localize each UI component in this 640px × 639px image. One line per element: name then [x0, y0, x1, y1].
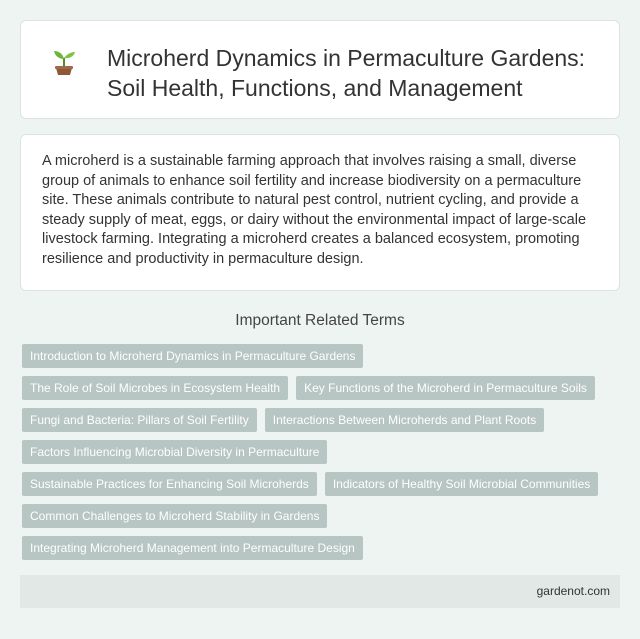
- related-terms-heading: Important Related Terms: [235, 312, 405, 329]
- footer-site-link[interactable]: gardenot.com: [536, 584, 610, 598]
- term-row: [22, 440, 620, 464]
- page-title: Microherd Dynamics in Permaculture Gardens: Soil Health, Functions, and Management: [107, 45, 586, 101]
- intro-card: [20, 134, 620, 291]
- title-wrap: [51, 43, 599, 103]
- term-row: [22, 344, 620, 368]
- term-tag[interactable]: Interactions Between Microherds and Plant Roots: [265, 408, 544, 432]
- title-card: [20, 20, 620, 119]
- term-row: [22, 536, 620, 560]
- term-row: [22, 376, 620, 400]
- intro-paragraph: A microherd is a sustainable farming approach that involves raising a small, diverse group of animals to enhance soil fertility and increase biodiversity on a permaculture site. These animals contribute to natural pest control, nutrient cycling, and provide a steady supply of meat, eggs, or dairy without the environmental impact of large-scale livestock farming. Integrating a microherd creates a balanced ecosystem, promoting resilience and productivity in permaculture design.: [42, 153, 587, 267]
- term-tag[interactable]: Factors Influencing Microbial Diversity in Permaculture: [22, 440, 327, 464]
- term-tag[interactable]: The Role of Soil Microbes in Ecosystem Health: [22, 376, 288, 400]
- term-tag[interactable]: Indicators of Healthy Soil Microbial Communities: [325, 472, 598, 496]
- seedling-icon: [51, 46, 77, 76]
- term-tag[interactable]: Sustainable Practices for Enhancing Soil Microherds: [22, 472, 317, 496]
- term-tag[interactable]: Common Challenges to Microherd Stability in Gardens: [22, 504, 327, 528]
- term-row: [22, 504, 620, 528]
- term-row: [22, 408, 620, 432]
- term-tag[interactable]: Introduction to Microherd Dynamics in Permaculture Gardens: [22, 344, 363, 368]
- related-terms-list: [22, 344, 620, 568]
- term-tag[interactable]: Integrating Microherd Management into Permaculture Design: [22, 536, 363, 560]
- term-tag[interactable]: Fungi and Bacteria: Pillars of Soil Fertility: [22, 408, 257, 432]
- term-row: [22, 472, 620, 496]
- term-tag[interactable]: Key Functions of the Microherd in Permaculture Soils: [296, 376, 595, 400]
- footer: [20, 575, 620, 608]
